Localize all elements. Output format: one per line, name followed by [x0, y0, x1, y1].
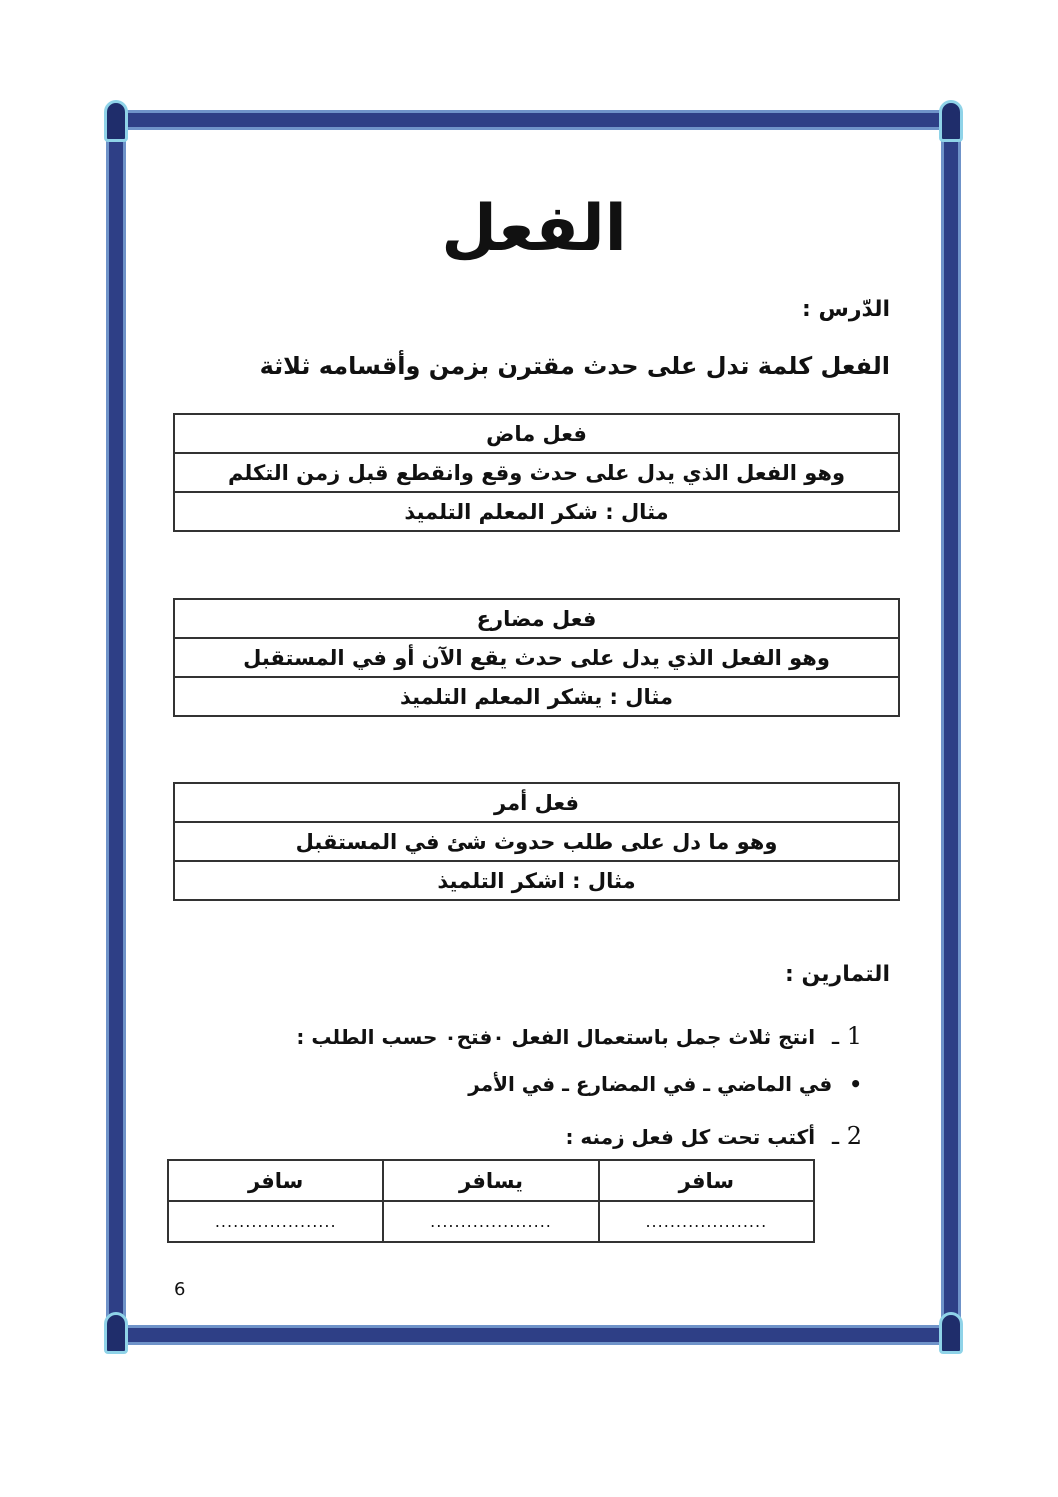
verb-type-description: وهو الفعل الذي يدل على حدث وقع وانقطع قبل زمن التكلم [174, 453, 899, 492]
table-header-cell: سافر [599, 1160, 814, 1201]
page-number: 6 [174, 1279, 186, 1300]
exercise-subitem-text: في الماضي ـ في المضارع ـ في الأمر [468, 1072, 833, 1096]
present-verb-table [173, 598, 900, 717]
verb-type-description: وهو الفعل الذي يدل على حدث يقع الآن أو في المستقبل [174, 638, 899, 677]
exercise-1 [296, 1022, 862, 1050]
imperative-verb-table [173, 782, 900, 901]
frame-bottom-border [106, 1325, 961, 1345]
answer-blank[interactable]: .................... [599, 1201, 814, 1242]
exercise-2-table [167, 1159, 815, 1243]
verb-definition: الفعل كلمة تدل على حدث مقترن بزمن وأقسامه ثلاثة [259, 352, 890, 380]
bullet-icon: • [849, 1072, 862, 1096]
exercise-text: أكتب تحت كل فعل زمنه : [565, 1125, 816, 1149]
exercise-number: 1 ـ [832, 1022, 862, 1050]
exercise-1-subitem [468, 1072, 862, 1096]
verb-type-name: فعل مضارع [174, 599, 899, 638]
verb-type-example: مثال : يشكر المعلم التلميذ [174, 677, 899, 716]
exercise-2 [565, 1122, 862, 1150]
exercises-label: التمارين : [785, 962, 890, 987]
frame-right-border [941, 110, 961, 1345]
verb-type-description: وهو ما دل على طلب حدوث شئ في المستقبل [174, 822, 899, 861]
frame-left-border [106, 110, 126, 1345]
answer-blank[interactable]: .................... [168, 1201, 383, 1242]
worksheet-page [130, 132, 938, 1322]
table-header-cell: سافر [168, 1160, 383, 1201]
past-verb-table [173, 413, 900, 532]
frame-corner-ornament [104, 1312, 128, 1354]
verb-type-name: فعل أمر [174, 783, 899, 822]
exercise-text: انتج ثلاث جمل باستعمال الفعل ٠فتح٠ حسب الطلب : [296, 1025, 816, 1049]
frame-corner-ornament [939, 100, 963, 142]
table-header-cell: يسافر [383, 1160, 598, 1201]
frame-corner-ornament [104, 100, 128, 142]
frame-corner-ornament [939, 1312, 963, 1354]
exercise-number: 2 ـ [832, 1122, 862, 1150]
page-title: الفعل [441, 192, 627, 266]
verb-type-example: مثال : اشكر التلميذ [174, 861, 899, 900]
answer-blank[interactable]: .................... [383, 1201, 598, 1242]
frame-top-border [106, 110, 961, 130]
lesson-label: الدّرس : [802, 297, 890, 322]
verb-type-name: فعل ماض [174, 414, 899, 453]
verb-type-example: مثال : شكر المعلم التلميذ [174, 492, 899, 531]
